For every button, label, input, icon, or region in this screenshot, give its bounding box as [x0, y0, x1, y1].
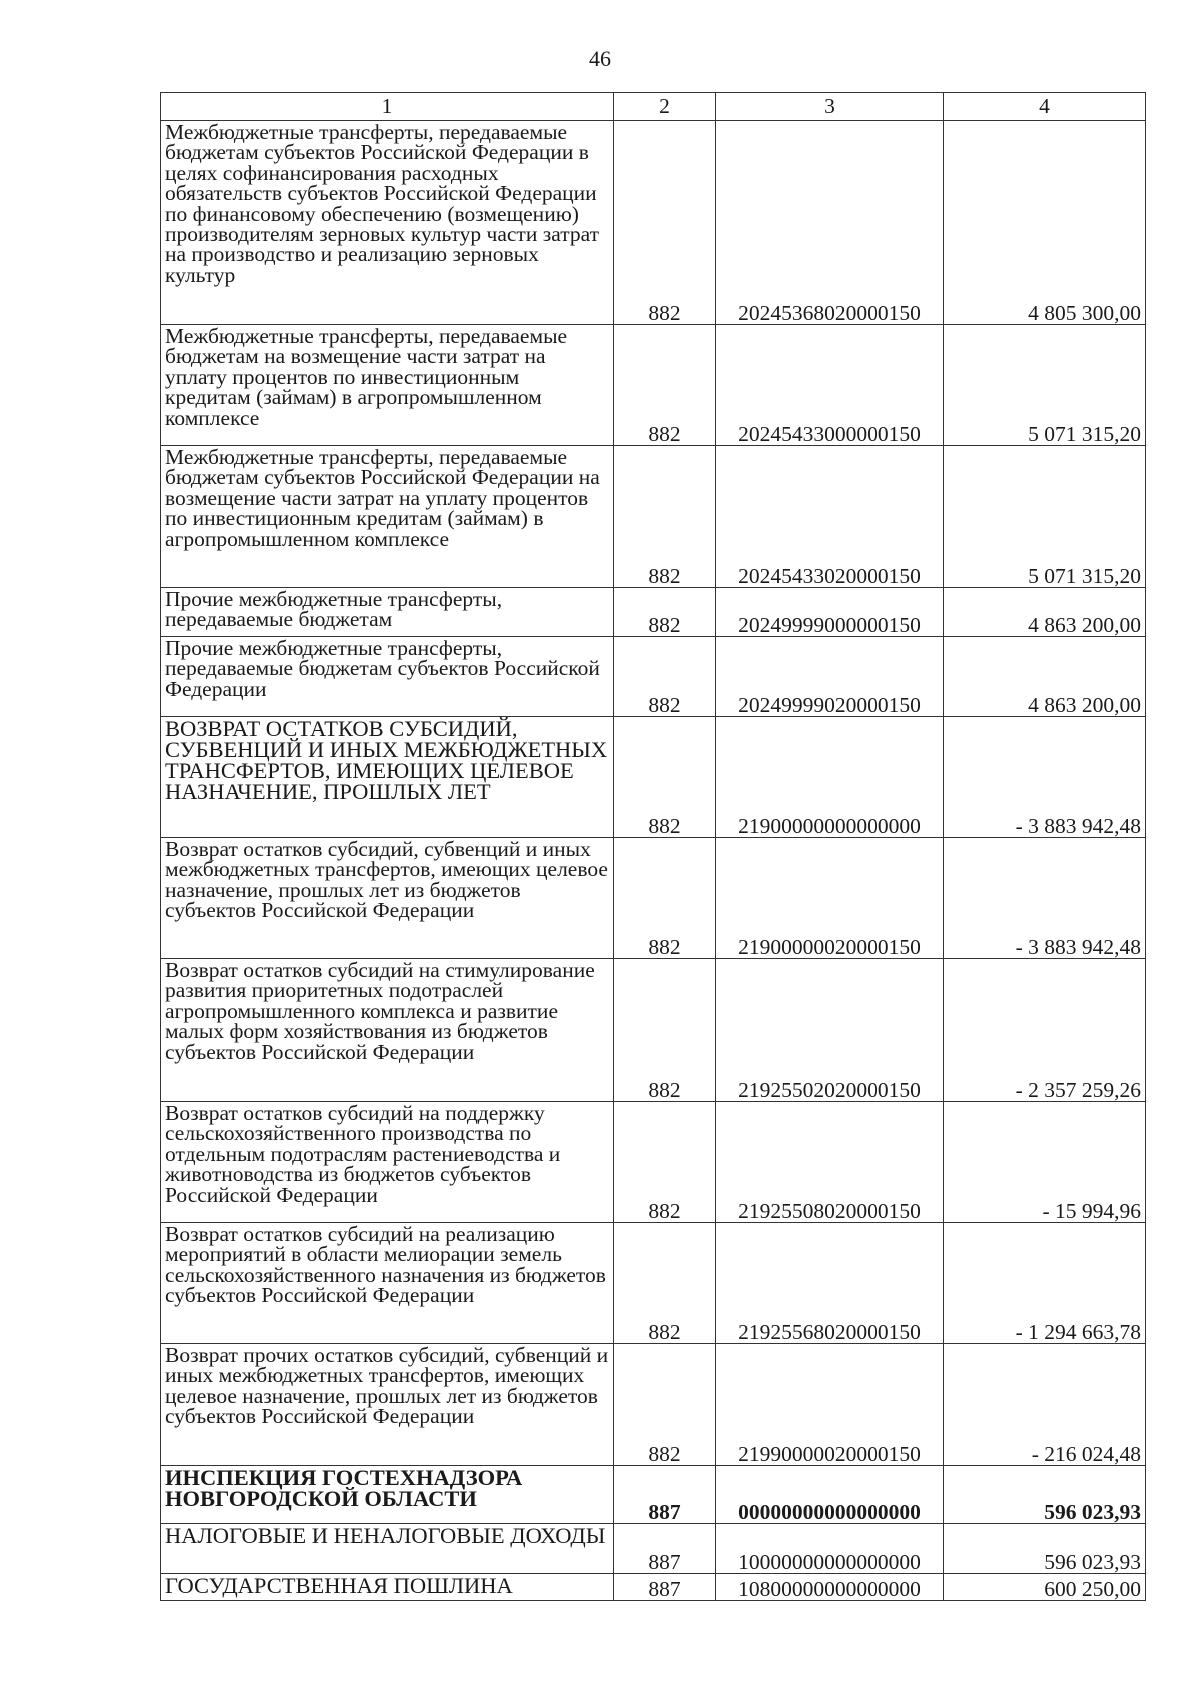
row-budget-code: 21925502020000150: [716, 959, 944, 1102]
row-admin-code: 882: [614, 121, 716, 325]
table-row: [161, 959, 1146, 1102]
row-amount: - 3 883 942,48: [944, 838, 1146, 959]
row-budget-code: 20245433020000150: [716, 446, 944, 588]
column-header-1: 1: [161, 93, 614, 121]
column-header-4: 4: [944, 93, 1146, 121]
row-budget-code: 21925508020000150: [716, 1102, 944, 1223]
table-row: [161, 717, 1146, 838]
row-admin-code: 882: [614, 637, 716, 717]
row-amount: 4 863 200,00: [944, 588, 1146, 637]
row-name: Возврат остатков субсидий на реализацию мероприятий в области мелиорации земель сельскохозяйственного назначения из бюджетов субъектов Российской Федерации: [161, 1223, 614, 1344]
row-name: Возврат остатков субсидий, субвенций и иных межбюджетных трансфертов, имеющих целевое назначение, прошлых лет из бюджетов субъектов Российской Федерации: [161, 838, 614, 959]
row-admin-code: 882: [614, 717, 716, 838]
row-budget-code: 21925568020000150: [716, 1223, 944, 1344]
row-admin-code: 887: [614, 1466, 716, 1524]
row-budget-code: 21900000000000000: [716, 717, 944, 838]
row-amount: - 216 024,48: [944, 1344, 1146, 1466]
row-amount: - 3 883 942,48: [944, 717, 1146, 838]
row-amount: 596 023,93: [944, 1524, 1146, 1574]
row-amount: - 1 294 663,78: [944, 1223, 1146, 1344]
row-name: Возврат прочих остатков субсидий, субвенций и иных межбюджетных трансфертов, имеющих целевое назначение, прошлых лет из бюджетов субъектов Российской Федерации: [161, 1344, 614, 1466]
revenue-table: [160, 92, 1146, 1601]
column-header-2: 2: [614, 93, 716, 121]
row-admin-code: 882: [614, 588, 716, 637]
row-name: ВОЗВРАТ ОСТАТКОВ СУБСИДИЙ, СУБВЕНЦИЙ И ИНЫХ МЕЖБЮДЖЕТНЫХ ТРАНСФЕРТОВ, ИМЕЮЩИХ ЦЕЛЕВОЕ НАЗНАЧЕНИЕ, ПРОШЛЫХ ЛЕТ: [161, 717, 614, 838]
row-amount: 596 023,93: [944, 1466, 1146, 1524]
row-name: Прочие межбюджетные трансферты, передаваемые бюджетам субъектов Российской Федерации: [161, 637, 614, 717]
row-amount: 5 071 315,20: [944, 446, 1146, 588]
row-amount: 4 805 300,00: [944, 121, 1146, 325]
page-number: 46: [589, 46, 611, 71]
row-admin-code: 882: [614, 325, 716, 446]
row-amount: 5 071 315,20: [944, 325, 1146, 446]
table-row: [161, 838, 1146, 959]
row-admin-code: 882: [614, 1344, 716, 1466]
row-budget-code: 00000000000000000: [716, 1466, 944, 1524]
row-budget-code: 20249999000000150: [716, 588, 944, 637]
row-budget-code: 10000000000000000: [716, 1524, 944, 1574]
row-name: ИНСПЕКЦИЯ ГОСТЕХНАДЗОРА НОВГОРОДСКОЙ ОБЛАСТИ: [161, 1466, 614, 1524]
row-name: Межбюджетные трансферты, передаваемые бюджетам субъектов Российской Федерации в целях софинансирования расходных обязательств субъектов Российской Федерации по финансовому обеспечению (возмещению) производителям зерновых культур части затрат на производство и реализацию зерновых культур: [161, 121, 614, 325]
row-admin-code: 887: [614, 1524, 716, 1574]
table-row: [161, 588, 1146, 637]
row-admin-code: 882: [614, 838, 716, 959]
row-name: ГОСУДАРСТВЕННАЯ ПОШЛИНА: [161, 1574, 614, 1601]
table-row: [161, 1223, 1146, 1344]
row-budget-code: 20249999020000150: [716, 637, 944, 717]
row-amount: 600 250,00: [944, 1574, 1146, 1601]
row-name: Возврат остатков субсидий на поддержку сельскохозяйственного производства по отдельным подотраслям растениеводства и животноводства из бюджетов субъектов Российской Федерации: [161, 1102, 614, 1223]
table-row: [161, 1344, 1146, 1466]
table-row: [161, 121, 1146, 325]
table-row: [161, 1574, 1146, 1601]
row-admin-code: 882: [614, 1102, 716, 1223]
row-budget-code: 21990000020000150: [716, 1344, 944, 1466]
row-name: Прочие межбюджетные трансферты, передаваемые бюджетам: [161, 588, 614, 637]
table-row: [161, 637, 1146, 717]
row-admin-code: 887: [614, 1574, 716, 1601]
table-row: [161, 446, 1146, 588]
row-budget-code: 20245433000000150: [716, 325, 944, 446]
row-name: НАЛОГОВЫЕ И НЕНАЛОГОВЫЕ ДОХОДЫ: [161, 1524, 614, 1574]
row-admin-code: 882: [614, 959, 716, 1102]
table-row-section-total: [161, 1466, 1146, 1524]
row-amount: - 2 357 259,26: [944, 959, 1146, 1102]
row-amount: - 15 994,96: [944, 1102, 1146, 1223]
row-name: Межбюджетные трансферты, передаваемые бюджетам на возмещение части затрат на уплату процентов по инвестиционным кредитам (займам) в агропромышленном комплексе: [161, 325, 614, 446]
row-budget-code: 10800000000000000: [716, 1574, 944, 1601]
row-budget-code: 21900000020000150: [716, 838, 944, 959]
table-row: [161, 1524, 1146, 1574]
table-header-row: [161, 93, 1146, 121]
row-budget-code: 20245368020000150: [716, 121, 944, 325]
row-name: Возврат остатков субсидий на стимулирование развития приоритетных подотраслей агропромышленного комплекса и развитие малых форм хозяйствования из бюджетов субъектов Российской Федерации: [161, 959, 614, 1102]
row-admin-code: 882: [614, 446, 716, 588]
row-amount: 4 863 200,00: [944, 637, 1146, 717]
table-row: [161, 1102, 1146, 1223]
table-row: [161, 325, 1146, 446]
row-name: Межбюджетные трансферты, передаваемые бюджетам субъектов Российской Федерации на возмещение части затрат на уплату процентов по инвестиционным кредитам (займам) в агропромышленном комплексе: [161, 446, 614, 588]
column-header-3: 3: [716, 93, 944, 121]
row-admin-code: 882: [614, 1223, 716, 1344]
